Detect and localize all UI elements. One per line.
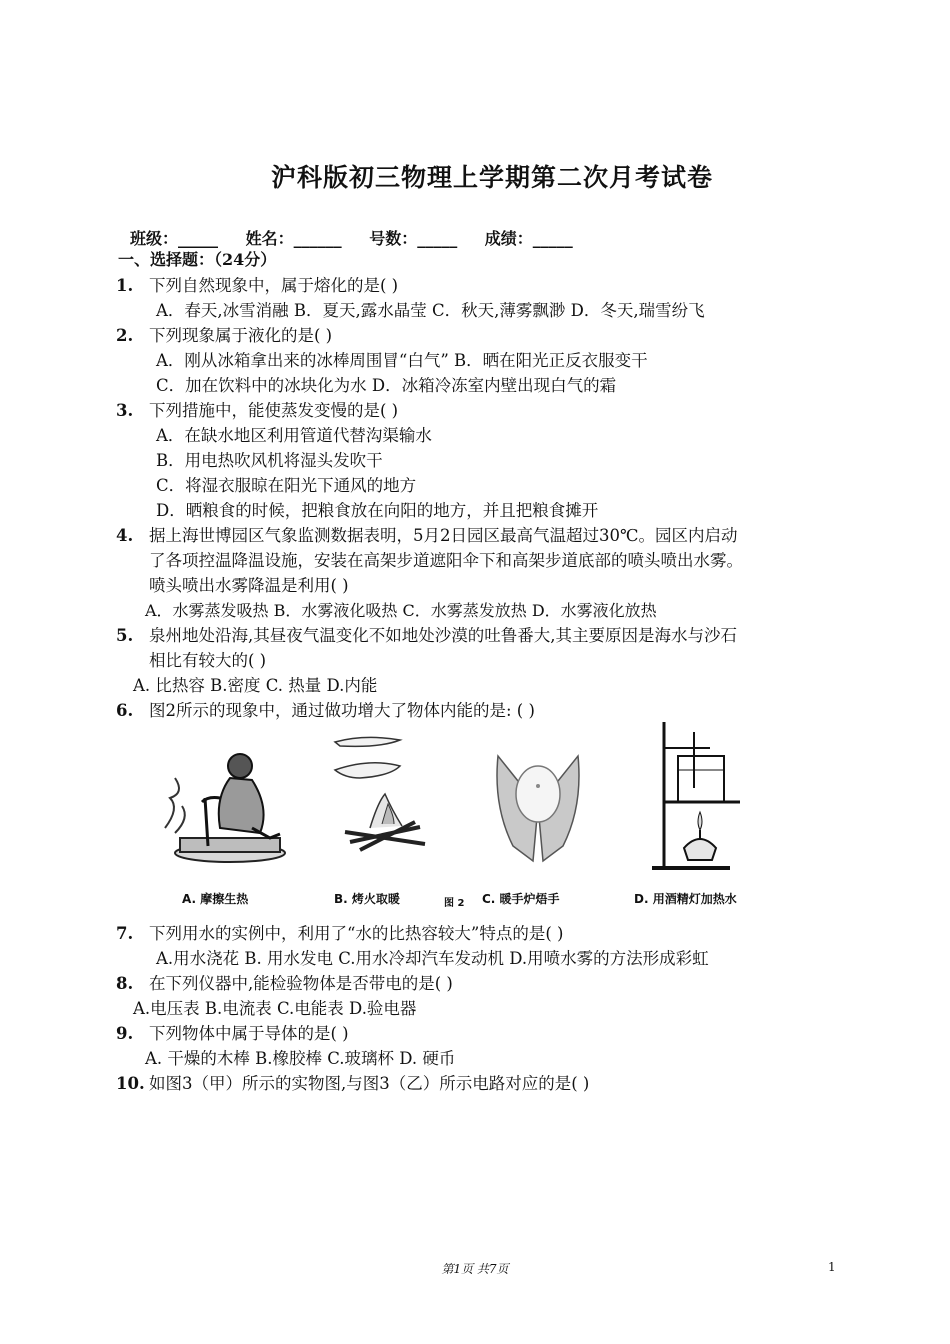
question-text: 下列措施中，能使蒸发变慢的是( ) [149, 401, 399, 420]
question-number: 4. [116, 526, 134, 545]
question-options: A.用水浇花 B. 用水发电 C.用水冷却汽车发动机 D.用喷水雾的方法形成彩虹 [156, 949, 709, 968]
section-heading: 一、选择题：（24分） [118, 250, 277, 269]
question-options: B．用电热吹风机将湿头发吹干 [156, 451, 383, 470]
student-info-row [130, 226, 595, 249]
question-options: A. 比热容 B.密度 C. 热量 D.内能 [133, 676, 378, 695]
question-text: 下列自然现象中，属于熔化的是( ) [149, 276, 399, 295]
question-options: A．水雾蒸发吸热 B．水雾液化吸热 C．水雾蒸发放热 D．水雾液化放热 [145, 601, 657, 620]
friction-fire-drill-image [160, 738, 290, 868]
question-number: 10. [116, 1074, 145, 1093]
question-number: 5. [116, 626, 134, 645]
question-text: 下列用水的实例中，利用了“水的比热容较大”特点的是( ) [149, 924, 564, 943]
warming-hands-fire-image [330, 732, 440, 872]
number-field[interactable]: 号数：_____ [369, 229, 458, 248]
class-field[interactable]: 班级：_____ [130, 229, 219, 248]
question-text: 图2所示的现象中，通过做功增大了物体内能的是: ( ) [149, 701, 535, 720]
caption-a: A. 摩擦生热 [182, 892, 249, 906]
question-text: 下列现象属于液化的是( ) [149, 326, 333, 345]
caption-d: D. 用酒精灯加热水 [634, 892, 737, 906]
figure-2 [160, 718, 800, 909]
name-field[interactable]: 姓名：______ [245, 229, 342, 248]
page-number: 1 [828, 1260, 836, 1274]
question-number: 9. [116, 1024, 134, 1043]
question-number: 8. [116, 974, 134, 993]
alcohol-lamp-heating-image [650, 718, 770, 878]
page-footer: 第1页 共7页 [441, 1262, 509, 1276]
question-options: A.电压表 B.电流表 C.电能表 D.验电器 [133, 999, 417, 1018]
question-options: D．晒粮食的时候，把粮食放在向阳的地方，并且把粮食摊开 [156, 501, 599, 520]
question-number: 1. [116, 276, 134, 295]
question-options: A．刚从冰箱拿出来的冰棒周围冒“白气” B．晒在阳光正反衣服变干 [156, 351, 648, 370]
question-number: 3. [116, 401, 134, 420]
question-number: 2. [116, 326, 134, 345]
score-field[interactable]: 成绩：_____ [484, 229, 573, 248]
caption-b: B. 烤火取暖 [334, 892, 400, 906]
question-text: 相比有较大的( ) [149, 651, 267, 670]
question-text: 如图3（甲）所示的实物图,与图3（乙）所示电路对应的是( ) [149, 1074, 590, 1093]
question-text: 了各项控温降温设施，安装在高架步道遮阳伞下和高架步道底部的喷头喷出水雾。 [149, 551, 743, 570]
hand-warmer-image [488, 736, 588, 866]
question-text: 下列物体中属于导体的是( ) [149, 1024, 349, 1043]
question-options: A．春天,冰雪消融 B．夏天,露水晶莹 C．秋天,薄雾飘渺 D．冬天,瑞雪纷飞 [156, 301, 705, 320]
question-options: C．将湿衣服晾在阳光下通风的地方 [156, 476, 417, 495]
figure-label: 图 2 [444, 898, 465, 909]
caption-c: C. 暖手炉焐手 [482, 892, 560, 906]
question-options: A．在缺水地区利用管道代替沟渠输水 [156, 426, 432, 445]
question-number: 7. [116, 924, 134, 943]
question-text: 泉州地处沿海,其昼夜气温变化不如地处沙漠的吐鲁番大,其主要原因是海水与沙石 [149, 626, 737, 645]
question-number: 6. [116, 701, 134, 720]
question-text: 喷头喷出水雾降温是利用( ) [149, 576, 349, 595]
question-options: C．加在饮料中的冰块化为水 D．冰箱冷冻室内壁出现白气的霜 [156, 376, 617, 395]
question-options: A. 干燥的木棒 B.橡胶棒 C.玻璃杯 D. 硬币 [145, 1049, 456, 1068]
question-text: 在下列仪器中,能检验物体是否带电的是( ) [149, 974, 453, 993]
question-text: 据上海世博园区气象监测数据表明，5月2日园区最高气温超过30℃。园区内启动 [149, 526, 738, 545]
exam-title: 沪科版初三物理上学期第二次月考试卷 [270, 163, 713, 192]
